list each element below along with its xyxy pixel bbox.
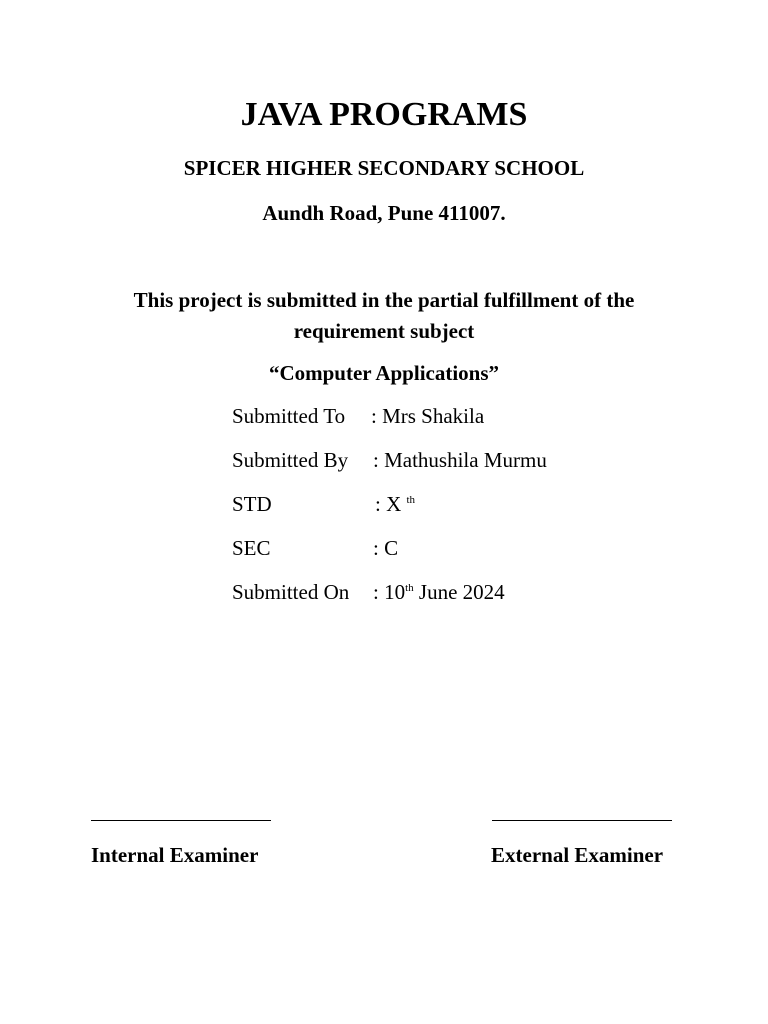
- submitted-on-rest: June 2024: [413, 580, 505, 604]
- external-examiner-label: External Examiner: [491, 843, 664, 867]
- submitted-to-label: Submitted To: [232, 404, 346, 428]
- std-value-suffix: th: [406, 494, 416, 506]
- subject-name: “Computer Applications”: [268, 361, 500, 385]
- submission-statement: This project is submitted in the partial fulfillment of the requirement subject: [133, 288, 635, 343]
- internal-signature-line: [91, 820, 271, 821]
- submitted-on-day: : 10: [373, 580, 406, 604]
- std-value-main: : X: [375, 492, 402, 516]
- submitted-by-label: Submitted By: [232, 448, 349, 472]
- sec-value: : C: [373, 536, 399, 560]
- submitted-by-value: : Mathushila Murmu: [373, 448, 547, 472]
- submitted-on-value: [373, 579, 505, 605]
- submitted-to-value: : Mrs Shakila: [371, 404, 485, 428]
- school-name: SPICER HIGHER SECONDARY SCHOOL: [183, 156, 585, 180]
- sec-label: SEC: [232, 536, 271, 560]
- document-title: JAVA PROGRAMS: [240, 96, 528, 133]
- internal-examiner-label: Internal Examiner: [91, 843, 259, 867]
- school-address: Aundh Road, Pune 411007.: [262, 201, 506, 225]
- std-label: STD: [232, 492, 272, 516]
- submitted-on-suffix: th: [405, 582, 414, 594]
- std-value: [375, 491, 415, 517]
- external-signature-line: [492, 820, 672, 821]
- submitted-on-label: Submitted On: [232, 580, 350, 604]
